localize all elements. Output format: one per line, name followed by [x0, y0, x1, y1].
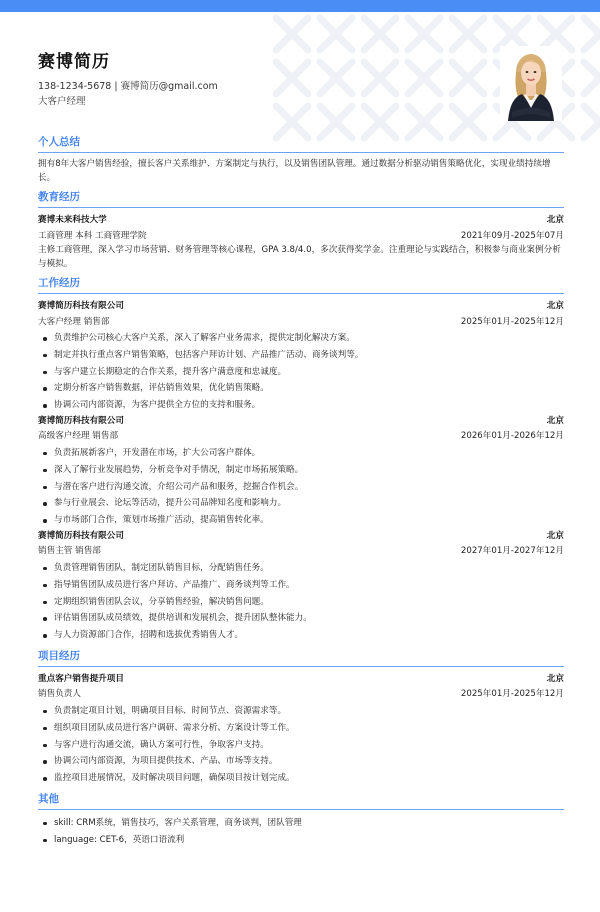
job-role: 高级客户经理 销售部 [38, 431, 119, 442]
job-company-row [38, 529, 564, 545]
education-description: 主修工商管理，深入学习市场营销、财务管理等核心课程，GPA 3.8/4.0，多次获得奖学金。注重理论与实践结合，积极参与商业案例分析与模拟。 [38, 245, 561, 269]
school-name: 赛博未来科技大学 [38, 215, 107, 225]
other-section [38, 793, 564, 849]
list-item: 负责拓展新客户，开发潜在市场，扩大公司客户群体。 [38, 445, 564, 462]
job-dates: 2027年01月-2027年12月 [460, 546, 564, 557]
job-bullets [38, 330, 564, 414]
work-section [38, 277, 564, 644]
education-section [38, 191, 564, 271]
list-item: 负责维护公司核心大客户关系，深入了解客户业务需求，提供定制化解决方案。 [38, 330, 564, 347]
candidate-name: 赛博简历 [38, 52, 110, 72]
list-item: language: CET-6，英语口语流利 [38, 832, 564, 849]
section-title-projects: 项目经历 [38, 650, 564, 667]
list-item: 负责管理销售团队，制定团队销售目标，分配销售任务。 [38, 560, 564, 577]
list-item: 与市场部门合作，策划市场推广活动，提高销售转化率。 [38, 512, 564, 529]
list-item: 定期组织销售团队会议，分享销售经验，解决销售问题。 [38, 594, 564, 611]
education-degree-row [38, 229, 564, 245]
section-title-education: 教育经历 [38, 191, 564, 208]
project-role: 销售负责人 [38, 689, 81, 700]
job-company-row [38, 299, 564, 315]
top-accent-bar [0, 0, 600, 12]
list-item: 与潜在客户进行沟通交流，介绍公司产品和服务，挖掘合作机会。 [38, 479, 564, 496]
job-role-row [38, 315, 564, 331]
job-location: 北京 [546, 301, 564, 311]
project-role-row [38, 687, 564, 703]
job-location: 北京 [546, 530, 564, 541]
list-item: 指导销售团队成员进行客户拜访、产品推广、商务谈判等工作。 [38, 577, 564, 594]
other-bullets [38, 815, 564, 849]
job-role-row [38, 429, 564, 445]
section-title-summary: 个人总结 [38, 136, 564, 153]
list-item: 与客户进行沟通交流，确认方案可行性，争取客户支持。 [38, 737, 564, 754]
list-item: 监控项目进展情况，及时解决项目问题，确保项目按计划完成。 [38, 770, 564, 787]
school-location: 北京 [546, 215, 564, 225]
list-item: 协调公司内部资源，为项目提供技术、产品、市场等支持。 [38, 753, 564, 770]
education-header-row [38, 213, 564, 229]
job-dates: 2025年01月-2025年12月 [460, 316, 564, 327]
job-dates: 2026年01月-2026年12月 [460, 431, 564, 442]
profile-photo [500, 46, 562, 121]
job-entry [38, 414, 564, 529]
list-item: 评估销售团队成员绩效，提供培训和发展机会，提升团队整体能力。 [38, 610, 564, 627]
job-role: 大客户经理 销售部 [38, 316, 110, 327]
list-item: 定期分析客户销售数据，评估销售效果，优化销售策略。 [38, 380, 564, 397]
job-title: 大客户经理 [38, 96, 86, 107]
project-location: 北京 [546, 673, 564, 684]
section-title-other: 其他 [38, 793, 564, 810]
list-item: 参与行业展会、论坛等活动，提升公司品牌知名度和影响力。 [38, 495, 564, 512]
job-entry [38, 299, 564, 414]
list-item: 制定并执行重点客户销售策略，包括客户拜访计划、产品推广活动、商务谈判等。 [38, 347, 564, 364]
project-header-row [38, 672, 564, 688]
job-role: 销售主管 销售部 [38, 546, 101, 557]
summary-section [38, 136, 564, 185]
list-item: 深入了解行业发展趋势，分析竞争对手情况，制定市场拓展策略。 [38, 462, 564, 479]
company-name: 赛博简历科技有限公司 [38, 530, 124, 541]
job-entry [38, 529, 564, 644]
contact-info: 138-1234-5678 | 赛博简历@gmail.com [38, 81, 218, 92]
project-bullets [38, 703, 564, 787]
list-item: 与客户建立长期稳定的合作关系，提升客户满意度和忠诚度。 [38, 364, 564, 381]
list-item: 协调公司内部资源，为客户提供全方位的支持和服务。 [38, 397, 564, 414]
projects-section [38, 650, 564, 787]
job-bullets [38, 445, 564, 529]
job-company-row [38, 414, 564, 430]
section-title-work: 工作经历 [38, 277, 564, 294]
project-name: 重点客户销售提升项目 [38, 673, 124, 684]
project-dates: 2025年01月-2025年12月 [460, 689, 564, 700]
education-dates: 2021年09月-2025年07月 [460, 230, 564, 241]
degree: 工商管理 本科 工商管理学院 [38, 230, 147, 241]
list-item: 与人力资源部门合作，招聘和选拔优秀销售人才。 [38, 627, 564, 644]
list-item: 负责制定项目计划，明确项目目标、时间节点、资源需求等。 [38, 703, 564, 720]
resume-header [38, 52, 218, 108]
company-name: 赛博简历科技有限公司 [38, 301, 124, 311]
company-name: 赛博简历科技有限公司 [38, 415, 124, 426]
job-role-row [38, 544, 564, 560]
list-item: skill: CRM系统，销售技巧，客户关系管理，商务谈判，团队管理 [38, 815, 564, 832]
list-item: 组织项目团队成员进行客户调研、需求分析、方案设计等工作。 [38, 720, 564, 737]
summary-text: 拥有8年大客户销售经验，擅长客户关系维护、方案制定与执行，以及销售团队管理。通过数据分析驱动销售策略优化，实现业绩持续增长。 [38, 159, 551, 183]
job-bullets [38, 560, 564, 644]
job-location: 北京 [546, 415, 564, 426]
